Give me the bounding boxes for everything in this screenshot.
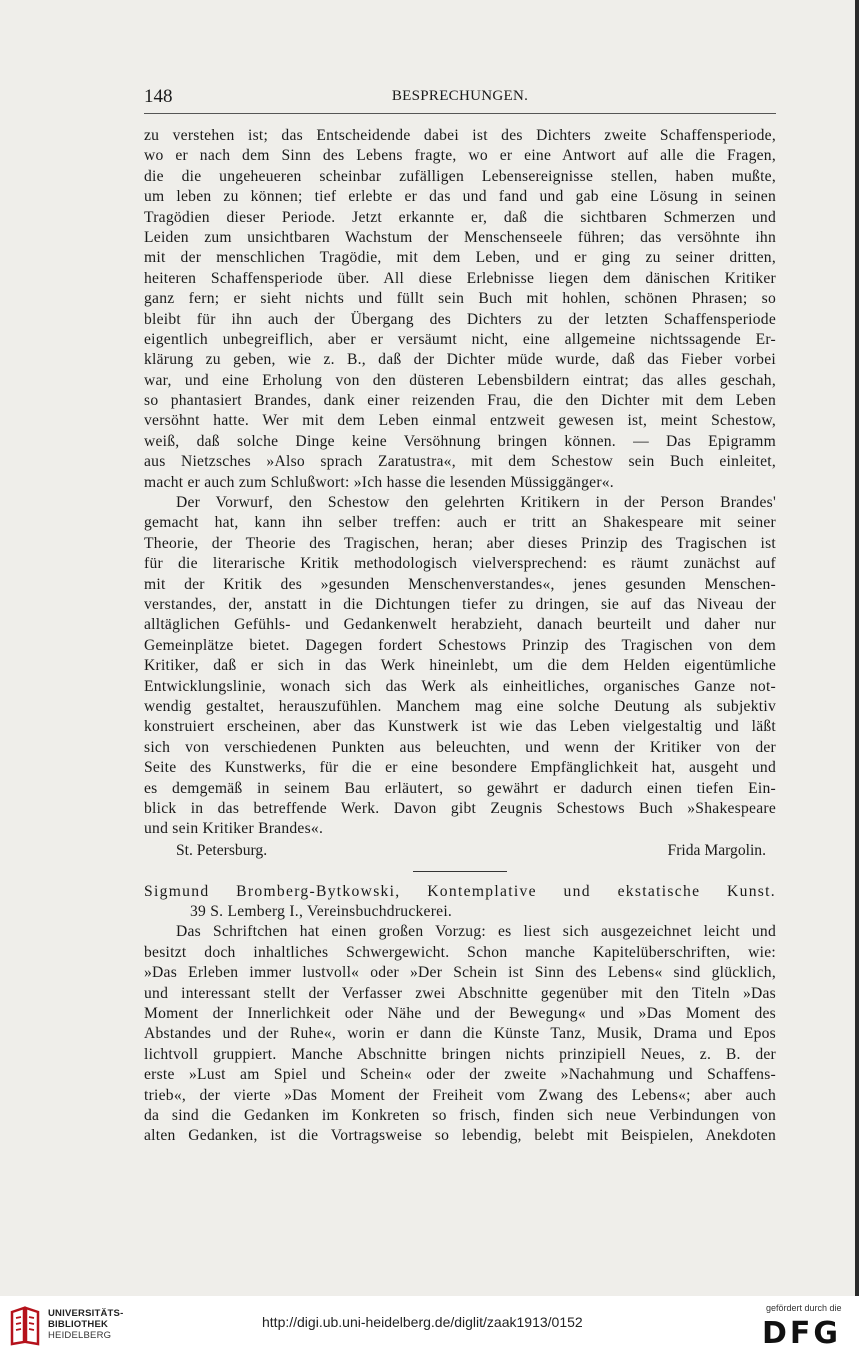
review-2-imprint: 39 S. Lemberg I., Vereinsbuchdruckerei. (190, 903, 453, 921)
permalink-url[interactable]: http://digi.ub.uni-heidelberg.de/diglit/zaak1913/0152 (262, 1314, 583, 1330)
review-author: Frida Margolin. (667, 841, 766, 859)
header-rule (144, 113, 776, 114)
text-line: da sind die Gedanken im Konkreten so frisch, finden sich neue Verbindungen von (144, 1106, 776, 1124)
text-line: Theorie, der Theorie des Tragischen, heran; aber dieses Prinzip des Tragischen ist (144, 534, 776, 552)
text-line: Leiden zum unsichtbaren Wachstum der Menschenseele führen; das versöhnte ihn (144, 228, 776, 246)
text-line: für die literarische Kritik methodologisch vielversprechend: es räumt zunächst auf (144, 555, 776, 573)
text-line: zu verstehen ist; das Entscheidende dabei ist des Dichters zweite Schaffensperiode, (144, 127, 776, 144)
text-line: klärung zu geben, wie z. B., daß der Dichter müde wurde, daß das Fieber vorbei (144, 351, 776, 369)
text-line: Das Schriftchen hat einen großen Vorzug: es liest sich ausgezeichnet leicht und (176, 923, 776, 941)
page-header (144, 86, 776, 112)
text-line: ganz fern; er sieht nichts und füllt sein Buch mit hohlen, schönen Phrasen; so (144, 290, 776, 308)
text-line: und sein Kritiker Brandes«. (144, 820, 324, 838)
text-line: und interessant stellt der Verfasser zwei Abschnitte gegenüber mit den Titeln »Das (144, 984, 776, 1002)
library-name-line-1: UNIVERSITÄTS- (48, 1308, 124, 1319)
text-line: aus Nietzsches »Also sprach Zaratustra«, mit dem Schestow sein Buch einleitet, (144, 453, 776, 471)
text-line: war, und eine Erholung von den düsteren Lebensbildern eintrat; das alles geschah, (144, 371, 776, 389)
text-line: wo er nach dem Sinn des Lebens fragte, wo er eine Antwort auf alle die Fragen, (144, 147, 776, 165)
running-title: BESPRECHUNGEN. (391, 88, 529, 104)
body-text (144, 126, 776, 1147)
text-line: mit der Kritik des »gesunden Menschenverstandes«, jenes gesunden Menschen- (144, 575, 776, 593)
review-1-paragraph-1 (144, 126, 776, 493)
text-line: Seite des Kunstwerks, für die er eine besondere Empfänglichkeit hat, ausgeht und (144, 759, 776, 777)
text-line: mit der menschlichen Tragödie, mit dem Leben, und er ging zu seiner dritten, (144, 249, 776, 267)
library-name-line-3: HEIDELBERG (48, 1330, 112, 1341)
library-name (48, 1308, 123, 1341)
text-line: die die ungeheueren scheinbar zufälligen Lebensereignisse stellen, haben mußte, (144, 167, 776, 185)
text-line: Abstandes und der Ruhe«, worin er dann die Künste Tanz, Musik, Drama und Epos (144, 1025, 776, 1043)
text-line: Tragödien dieser Periode. Jetzt erkannte er, daß die sichtbaren Schmerzen und (144, 208, 776, 226)
text-line: verstandes, der, anstatt in die Dichtungen tiefer zu dringen, sie auf das Niveau der (144, 595, 776, 613)
review-2 (144, 882, 776, 1147)
text-line: versöhnt hatte. Wer mit dem Leben einmal entzweit gewesen ist, meint Schestow, (144, 412, 776, 430)
text-line: weiß, daß solche Dinge keine Versöhnung bringen können. — Das Epigramm (144, 432, 776, 450)
text-line: sich von verschiedenen Punkten aus beleuchten, und wenn der Kritiker von der (144, 738, 776, 756)
text-line: wendig gestaltet, herauszufühlen. Manchem mag eine solche Deutung als subjektiv (144, 697, 776, 715)
page-number: 148 (144, 86, 173, 107)
text-line: um leben zu können; tief erlebte er das und fand und gab eine Lösung in seinen (144, 188, 776, 206)
signature-row (144, 840, 776, 862)
text-line: es demgemäß in seinem Bau erläutert, so gewährt er dadurch einen tiefen Ein- (144, 779, 776, 797)
review-1 (144, 126, 776, 862)
text-line: erste »Lust am Spiel und Schein« oder der zweite »Nachahmung und Schaffens- (144, 1066, 776, 1084)
text-line: blick in das betreffende Werk. Davon gibt Zeugnis Schestows Buch »Shakespeare (144, 799, 776, 817)
text-line: Entwicklungslinie, wonach sich das Werk als einheitliches, organisches Ganze not- (144, 677, 776, 695)
page-edge-shadow (855, 0, 859, 1296)
text-line: konstruiert erscheinen, aber das Kunstwerk ist wie das Leben vielgestaltig und läßt (144, 718, 776, 736)
section-divider (413, 871, 507, 872)
text-line: eigentlich unbegreiflich, aber er versäumt nicht, eine allgemeine nichtssagende Er- (144, 330, 776, 348)
review-2-heading: Sigmund Bromberg-Bytkowski, Kontemplative und ekstatische Kunst. (144, 882, 776, 900)
text-line: Moment der Innerlichkeit oder Nähe und der Bewegung« und »Das Moment des (144, 1005, 776, 1023)
text-line: bleibt für ihn auch der Übergang des Dichters zu der letzten Schaffensperiode (144, 310, 776, 328)
text-line: Gemeinplätze bietet. Dagegen fordert Schestows Prinzip des Tragischen von dem (144, 636, 776, 654)
text-line: »Das Erleben immer lustvoll« oder »Der Schein ist Sinn des Lebens« sind glücklich, (144, 964, 776, 982)
text-line: macht er auch zum Schlußwort: »Ich hasse die lesenden Müssiggänger«. (144, 473, 614, 491)
text-line: trieb«, der vierte »Das Moment der Freiheit vom Zwang des Lebens«; aber auch (144, 1086, 776, 1104)
text-line: alltäglichen Gefühls- und Gedankenwelt herabzieht, danach beurteilt und daher nur (144, 616, 776, 634)
text-line: besitzt doch inhaltliches Schwergewicht. Schon manche Kapitelüberschriften, wie: (144, 943, 776, 961)
review-1-paragraph-2 (144, 493, 776, 840)
text-line: heiteren Schaffensperiode über. All diese Erlebnisse liegen dem dänischen Kritiker (144, 269, 776, 287)
text-line: gemacht hat, kann ihn selber treffen: auch er tritt an Shakespeare mit seiner (144, 514, 776, 532)
library-logo-icon (8, 1306, 42, 1346)
text-line: so phantasiert Brandes, dank einer reizenden Frau, die den Dichter mit dem Leben (144, 392, 776, 410)
library-name-line-2: BIBLIOTHEK (48, 1319, 109, 1330)
text-line: Kritiker, daß er sich in das Werk hineinlebt, um die dem Helden eigentümliche (144, 657, 776, 675)
dfg-logo-icon: DFG (762, 1316, 842, 1351)
footer-bar (0, 1296, 859, 1356)
text-line: alten Gedanken, ist die Vortragsweise so lebendig, belebt mit Beispielen, Anekdoten (144, 1127, 776, 1145)
text-line: lichtvoll gruppiert. Manche Abschnitte bringen nichts prinzipiell Neues, z. B. der (144, 1045, 776, 1063)
text-line: Der Vorwurf, den Schestow den gelehrten Kritikern in der Person Brandes' (176, 494, 776, 512)
funded-by-label: gefördert durch die (766, 1303, 842, 1313)
place-of-writing: St. Petersburg. (176, 841, 268, 859)
